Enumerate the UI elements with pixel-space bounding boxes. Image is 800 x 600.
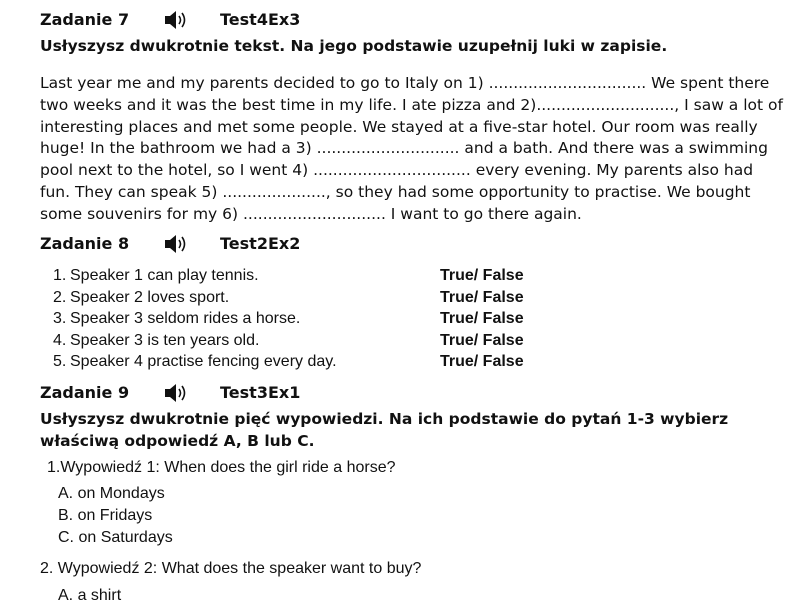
true-false-choice[interactable]: True/ False [440,353,524,371]
list-item [53,308,573,330]
true-false-choice[interactable]: True/ False [440,310,524,328]
list-item [53,351,573,373]
task8-code: Test2Ex2 [220,234,301,253]
task9-code: Test3Ex1 [220,383,301,402]
statement: Speaker 1 can play tennis. [70,267,259,284]
statement: Speaker 3 is ten years old. [70,331,260,349]
speaker-icon[interactable] [164,10,188,30]
passage-line: pool next to the hotel, so I went 4) ................................ every evening. My parents also had [40,161,754,180]
answer-option[interactable]: A. a shirt [58,587,122,600]
passage-line: interesting places and met some people. We stayed at a five-star hotel. Our room was really [40,117,758,136]
true-false-list [53,265,573,373]
answer-option[interactable]: C. on Saturdays [58,529,173,546]
task9-title: Zadanie 9 [40,383,130,402]
task9-instruction-line1: Usłyszysz dwukrotnie pięć wypowiedzi. Na ich podstawie do pytań 1-3 wybierz [40,410,729,428]
true-false-choice[interactable]: True/ False [440,331,524,349]
question-1 [47,457,395,479]
passage-line: two weeks and it was the best time in my life. I ate pizza and 2)............................, I saw a lot of [40,95,783,114]
passage-line: huge! In the bathroom we had a 3) ............................. and a bath. And there was a swimming [40,139,768,158]
task7-instruction: Usłyszysz dwukrotnie tekst. Na jego podstawie uzupełnij luki w zapisie. [40,37,668,55]
question-2: 2. Wypowiedź 2: What does the speaker want to buy? [40,560,422,577]
list-item [53,265,573,287]
true-false-choice[interactable]: True/ False [440,267,524,284]
item-number: 4. [53,331,67,349]
task7-title: Zadanie 7 [40,10,130,29]
item-number: 3. [53,310,67,328]
statement: Speaker 4 practise fencing every day. [70,353,337,371]
passage-line: fun. They can speak 5) ....................., so they had some opportunity to practise. We bought [40,182,751,201]
statement: Speaker 2 loves sport. [70,288,230,306]
item-number: 1. [53,267,67,284]
answer-option[interactable]: A. on Mondays [58,485,165,502]
task9-instruction-line2: właściwą odpowiedź A, B lub C. [40,432,315,450]
task7-code: Test4Ex3 [220,10,301,29]
task7-passage [40,73,800,226]
question-number: 1. [47,459,61,476]
passage-line: Last year me and my parents decided to go to Italy on 1) ................................ We spent there [40,74,770,92]
item-number: 2. [53,288,67,306]
list-item [53,330,573,352]
question-text: Wypowiedź 1: When does the girl ride a horse? [60,459,396,476]
statement: Speaker 3 seldom rides a horse. [70,310,301,328]
list-item [53,287,573,309]
speaker-icon[interactable] [164,234,188,254]
item-number: 5. [53,353,67,371]
task8-title: Zadanie 8 [40,234,130,253]
answer-option[interactable]: B. on Fridays [58,507,153,524]
passage-line: some souvenirs for my 6) ............................. I want to go there again. [40,204,582,223]
true-false-choice[interactable]: True/ False [440,288,524,306]
speaker-icon[interactable] [164,383,188,403]
